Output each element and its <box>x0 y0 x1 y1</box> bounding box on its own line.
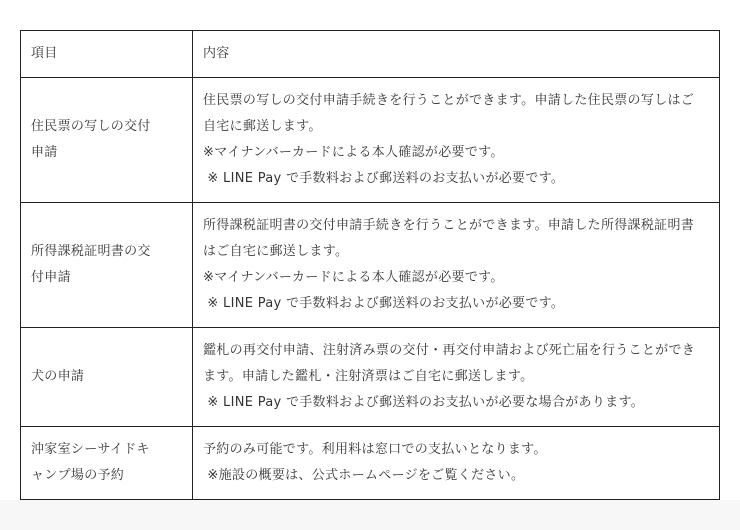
row-content-cell <box>193 328 720 427</box>
row-content-text: ます。申請した鑑札・注射済票はご自宅に郵送します。 <box>203 369 534 384</box>
row-content-note: ※マイナンバーカードによる本人確認が必要です。 <box>203 145 504 160</box>
header-item-label: 項目 <box>31 46 58 61</box>
table-header-row <box>21 31 720 78</box>
row-item-cell <box>21 427 193 500</box>
table-row <box>21 427 720 500</box>
row-content-note: ※マイナンバーカードによる本人確認が必要です。 <box>203 270 504 285</box>
header-cell-content <box>193 31 720 78</box>
row-content-cell <box>193 78 720 203</box>
row-content-cell <box>193 427 720 500</box>
header-content-label: 内容 <box>203 46 230 61</box>
row-content-note: ※ LINE Pay で手数料および郵送料のお支払いが必要です。 <box>203 171 565 186</box>
row-content-note: ※ LINE Pay で手数料および郵送料のお支払いが必要です。 <box>203 296 565 311</box>
row-item-text: 所得課税証明書の交 <box>31 244 151 259</box>
row-content-text: 所得課税証明書の交付申請手続きを行うことができます。申請した所得課税証明書 <box>203 218 695 233</box>
row-item-cell <box>21 78 193 203</box>
row-content-note: ※施設の概要は、公式ホームページをご覧ください。 <box>203 468 525 483</box>
table-row <box>21 328 720 427</box>
row-content-text: 鑑札の再交付申請、注射済み票の交付・再交付申請および死亡届を行うことができ <box>203 343 696 358</box>
row-item-cell <box>21 203 193 328</box>
row-item-cell <box>21 328 193 427</box>
row-content-text: 自宅に郵送します。 <box>203 119 322 134</box>
row-content-text: 予約のみ可能です。利用料は窓口での支払いとなります。 <box>203 442 547 457</box>
row-content-text: はご自宅に郵送します。 <box>203 244 349 259</box>
row-item-text: 住民票の写しの交付 <box>31 119 151 134</box>
row-item-text: 犬の申請 <box>31 369 85 384</box>
row-item-text: 申請 <box>31 145 58 160</box>
row-item-text: 沖家室シーサイドキ <box>31 442 150 457</box>
row-item-text: ャンプ場の予約 <box>31 468 125 483</box>
row-content-note: ※ LINE Pay で手数料および郵送料のお支払いが必要な場合があります。 <box>203 395 645 410</box>
service-table <box>20 30 720 500</box>
table-row <box>21 78 720 203</box>
table-row <box>21 203 720 328</box>
row-content-text: 住民票の写しの交付申請手続きを行うことができます。申請した住民票の写しはご <box>203 93 695 108</box>
row-item-text: 付申請 <box>31 270 71 285</box>
row-content-cell <box>193 203 720 328</box>
header-cell-item <box>21 31 193 78</box>
